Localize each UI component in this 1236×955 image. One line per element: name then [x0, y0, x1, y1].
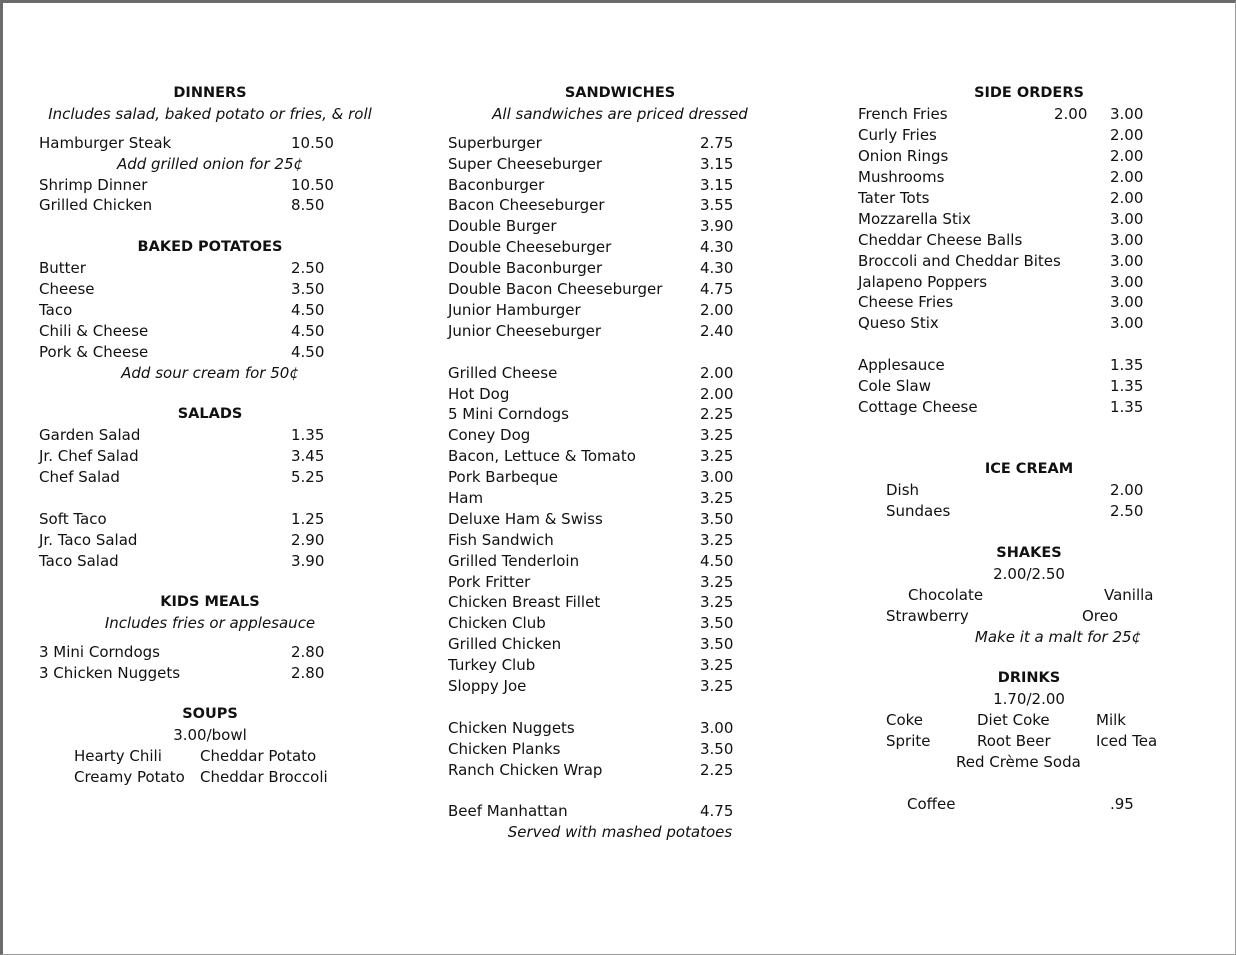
menu-item-name: Grilled Cheese	[448, 364, 558, 382]
menu-item-price: 1.25	[291, 510, 325, 528]
menu-item-name: Coney Dog	[448, 426, 531, 444]
menu-item-price: 2.40	[700, 322, 734, 340]
menu-item-price: 8.50	[291, 196, 325, 214]
menu-item-price: 3.00	[700, 719, 734, 737]
menu-item-price: 3.25	[700, 677, 734, 695]
menu-item-name: Turkey Club	[448, 656, 536, 674]
menu-item-name: Taco Salad	[39, 552, 119, 570]
menu-item-name: French Fries	[858, 105, 948, 123]
side-orders-heading: SIDE ORDERS	[974, 85, 1084, 101]
menu-item-name: Butter	[39, 259, 86, 277]
sandwiches-note: All sandwiches are priced dressed	[492, 105, 748, 123]
shakes-note: Make it a malt for 25¢	[974, 628, 1142, 646]
menu-item-name: Chicken Nuggets	[448, 719, 575, 737]
menu-item-price: 10.50	[291, 176, 334, 194]
menu-item-price: 2.25	[700, 761, 734, 779]
kids-meals-heading: KIDS MEALS	[160, 594, 260, 610]
menu-item-name: Sloppy Joe	[448, 677, 527, 695]
drink-item: Sprite	[886, 732, 931, 750]
menu-item-name: Superburger	[448, 134, 542, 152]
menu-item-price: 10.50	[291, 134, 334, 152]
menu-item-name: Ranch Chicken Wrap	[448, 761, 603, 779]
menu-item-price-small: 2.00	[1054, 105, 1088, 123]
salads-heading: SALADS	[177, 406, 243, 422]
menu-item-price: 2.00	[1110, 147, 1144, 165]
menu-item-name: Chef Salad	[39, 468, 120, 486]
drink-item: Root Beer	[977, 732, 1051, 750]
menu-item-price: 2.00	[700, 364, 734, 382]
menu-item-price: 2.75	[700, 134, 734, 152]
menu-item-price: 2.50	[291, 259, 325, 277]
dinners-addon: Add grilled onion for 25¢	[116, 155, 304, 173]
menu-item-price: 3.00	[700, 468, 734, 486]
menu-item-price: 1.35	[291, 426, 325, 444]
menu-item-name: Shrimp Dinner	[39, 176, 148, 194]
soup-item: Cheddar Broccoli	[200, 768, 328, 786]
menu-item-price: 4.30	[700, 259, 734, 277]
soup-item: Creamy Potato	[74, 768, 185, 786]
menu-item-name: Chicken Club	[448, 614, 546, 632]
sandwiches-heading: SANDWICHES	[564, 85, 676, 101]
menu-item-price: 1.35	[1110, 398, 1144, 416]
menu-item-price: 3.00	[1110, 105, 1144, 123]
menu-item-price: 2.00	[1110, 189, 1144, 207]
menu-item-name: Chicken Planks	[448, 740, 561, 758]
menu-item-name: Grilled Tenderloin	[448, 552, 580, 570]
shakes-price: 2.00/2.50	[993, 565, 1065, 583]
menu-item-price: 3.90	[291, 552, 325, 570]
menu-item-name: Junior Hamburger	[448, 301, 581, 319]
baked-potatoes-addon: Add sour cream for 50¢	[121, 364, 299, 382]
shakes-heading: SHAKES	[996, 545, 1062, 561]
menu-item-price: 2.00	[700, 385, 734, 403]
menu-item-price: 3.50	[700, 614, 734, 632]
menu-item-name: Queso Stix	[858, 314, 939, 332]
menu-item-price: 5.25	[291, 468, 325, 486]
menu-item-name: Pork & Cheese	[39, 343, 149, 361]
menu-item-name: Mushrooms	[858, 168, 945, 186]
drink-item: Iced Tea	[1096, 732, 1158, 750]
menu-item-price: 3.50	[700, 510, 734, 528]
menu-item-price: 4.50	[291, 301, 325, 319]
menu-item-name: 3 Chicken Nuggets	[39, 664, 181, 682]
menu-item-name: Baconburger	[448, 176, 545, 194]
menu-item-name: Onion Rings	[858, 147, 949, 165]
menu-item-price: 3.00	[1110, 231, 1144, 249]
menu-item-name: Bacon Cheeseburger	[448, 196, 605, 214]
menu-item-name: Taco	[39, 301, 73, 319]
menu-item-price: 3.50	[291, 280, 325, 298]
menu-item-name: Grilled Chicken	[39, 196, 153, 214]
menu-item-price: 2.00	[1110, 481, 1144, 499]
menu-item-price: 3.25	[700, 531, 734, 549]
menu-item-name: Double Bacon Cheeseburger	[448, 280, 663, 298]
menu-item-name: Jr. Taco Salad	[39, 531, 138, 549]
menu-item-price: 2.25	[700, 405, 734, 423]
menu-item-price: 3.90	[700, 217, 734, 235]
menu-item-price: 3.25	[700, 593, 734, 611]
menu-item-name: Ham	[448, 489, 484, 507]
menu-item-price: 3.25	[700, 447, 734, 465]
kids-meals-note: Includes fries or applesauce	[104, 614, 316, 632]
drink-item: Coke	[886, 711, 924, 729]
menu-item-name: Sundaes	[886, 502, 951, 520]
menu-item-name: Cheese Fries	[858, 293, 954, 311]
menu-item-name: Dish	[886, 481, 920, 499]
soup-item: Hearty Chili	[74, 747, 162, 765]
menu-item-price: 2.00	[700, 301, 734, 319]
menu-item-price: 3.45	[291, 447, 325, 465]
menu-item-price: 2.80	[291, 664, 325, 682]
menu-item-price: 2.00	[1110, 168, 1144, 186]
menu-item-price: 4.50	[291, 343, 325, 361]
menu-item-name: Garden Salad	[39, 426, 141, 444]
menu-item-price: 2.80	[291, 643, 325, 661]
menu-item-price: 3.00	[1110, 252, 1144, 270]
dinners-note: Includes salad, baked potato or fries, & roll	[48, 105, 372, 123]
menu-item-name: Pork Fritter	[448, 573, 531, 591]
shake-flavor: Chocolate	[908, 586, 984, 604]
menu-item-name: Jr. Chef Salad	[39, 447, 139, 465]
menu-item-name: Beef Manhattan	[448, 802, 568, 820]
baked-potatoes-heading: BAKED POTATOES	[137, 239, 283, 255]
drink-item: Diet Coke	[977, 711, 1050, 729]
menu-item-price: 3.00	[1110, 273, 1144, 291]
menu-item-price: 2.00	[1110, 126, 1144, 144]
menu-item-price: 3.25	[700, 489, 734, 507]
menu-item-name: Double Cheeseburger	[448, 238, 612, 256]
sandwiches-footnote: Served with mashed potatoes	[507, 823, 733, 841]
dinners-heading: DINNERS	[173, 85, 247, 101]
menu-item-price: 2.90	[291, 531, 325, 549]
soups-heading: SOUPS	[182, 706, 238, 722]
menu-item-name: Chili & Cheese	[39, 322, 149, 340]
coffee-name: Coffee	[907, 795, 956, 813]
menu-item-price: 3.00	[1110, 210, 1144, 228]
menu-item-name: Soft Taco	[39, 510, 107, 528]
menu-item-price: 2.50	[1110, 502, 1144, 520]
menu-item-price: 4.75	[700, 280, 734, 298]
menu-item-name: Cole Slaw	[858, 377, 931, 395]
menu-item-name: Chicken Breast Fillet	[448, 593, 601, 611]
menu-item-name: Cottage Cheese	[858, 398, 978, 416]
menu-item-name: Cheese	[39, 280, 95, 298]
menu-item-price: 4.30	[700, 238, 734, 256]
menu-item-name: Hamburger Steak	[39, 134, 172, 152]
shake-flavor: Oreo	[1082, 607, 1119, 625]
menu-item-name: Fish Sandwich	[448, 531, 554, 549]
shake-flavor: Vanilla	[1104, 586, 1154, 604]
menu-item-price: 1.35	[1110, 356, 1144, 374]
menu-item-price: 3.55	[700, 196, 734, 214]
menu-item-price: 3.25	[700, 656, 734, 674]
menu-item-price: 4.75	[700, 802, 734, 820]
menu-item-price: 1.35	[1110, 377, 1144, 395]
menu-item-name: Grilled Chicken	[448, 635, 562, 653]
menu-item-price: 3.00	[1110, 293, 1144, 311]
menu-item-name: 5 Mini Corndogs	[448, 405, 569, 423]
drink-item: Red Crème Soda	[956, 753, 1081, 771]
menu-item-name: Junior Cheeseburger	[448, 322, 602, 340]
menu-item-price: 3.50	[700, 635, 734, 653]
menu-item-name: Deluxe Ham & Swiss	[448, 510, 603, 528]
ice-cream-heading: ICE CREAM	[984, 461, 1074, 477]
menu-item-name: Tater Tots	[858, 189, 930, 207]
menu-item-name: 3 Mini Corndogs	[39, 643, 160, 661]
menu-item-price: 3.15	[700, 176, 734, 194]
coffee-price: .95	[1110, 795, 1134, 813]
menu-item-price: 3.50	[700, 740, 734, 758]
menu-item-name: Curly Fries	[858, 126, 937, 144]
soup-item: Cheddar Potato	[200, 747, 317, 765]
menu-item-price: 4.50	[700, 552, 734, 570]
menu-item-name: Broccoli and Cheddar Bites	[858, 252, 1061, 270]
menu-item-price: 3.25	[700, 426, 734, 444]
menu-item-price: 3.15	[700, 155, 734, 173]
menu-item-price: 4.50	[291, 322, 325, 340]
menu-item-name: Double Baconburger	[448, 259, 603, 277]
menu-item-name: Hot Dog	[448, 385, 510, 403]
drinks-heading: DRINKS	[997, 670, 1061, 686]
menu-item-name: Super Cheeseburger	[448, 155, 603, 173]
menu-item-name: Mozzarella Stix	[858, 210, 971, 228]
menu-item-name: Cheddar Cheese Balls	[858, 231, 1023, 249]
menu-item-name: Bacon, Lettuce & Tomato	[448, 447, 636, 465]
menu-item-price: 3.00	[1110, 314, 1144, 332]
drink-item: Milk	[1096, 711, 1126, 729]
drinks-price: 1.70/2.00	[993, 690, 1065, 708]
menu-item-name: Double Burger	[448, 217, 557, 235]
menu-item-price: 3.25	[700, 573, 734, 591]
menu-item-name: Pork Barbeque	[448, 468, 558, 486]
soups-price: 3.00/bowl	[173, 726, 247, 744]
shake-flavor: Strawberry	[886, 607, 969, 625]
menu-item-name: Jalapeno Poppers	[858, 273, 988, 291]
menu-item-name: Applesauce	[858, 356, 945, 374]
